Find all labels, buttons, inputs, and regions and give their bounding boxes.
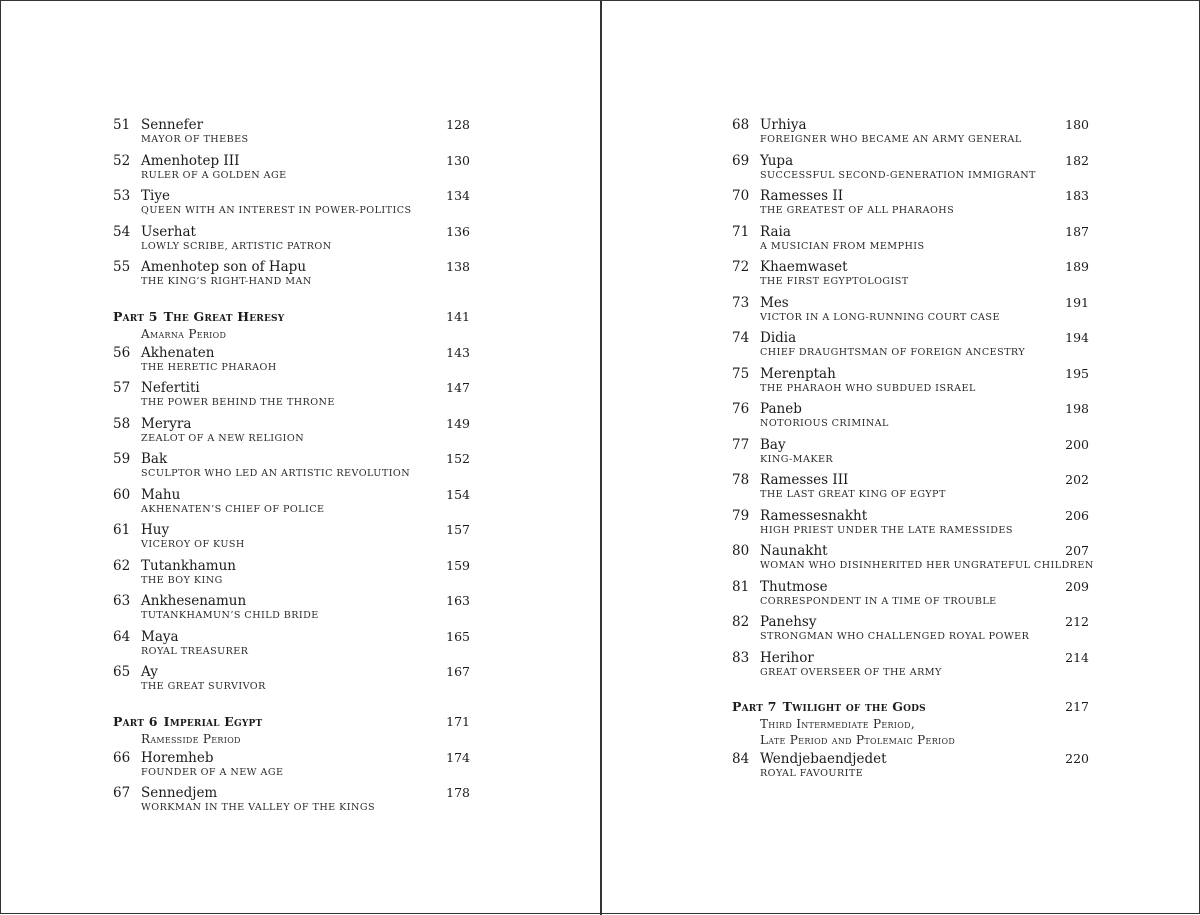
entry-number: 83: [732, 649, 750, 666]
entry-page-number: 202: [1065, 472, 1089, 487]
entry-subtitle: CHIEF DRAUGHTSMAN OF FOREIGN ANCESTRY: [760, 347, 1026, 358]
entry-subtitle: ZEALOT OF A NEW RELIGION: [141, 432, 305, 444]
toc-entry[interactable]: [732, 578, 1089, 614]
entry-subtitle: HIGH PRIEST UNDER THE LATE RAMESSIDES: [760, 524, 1013, 536]
toc-entry[interactable]: [732, 365, 1089, 401]
entry-number: 60: [113, 486, 131, 503]
entry-page-number: 143: [446, 344, 470, 360]
part-period: [732, 716, 1089, 748]
entry-number: 63: [113, 593, 131, 609]
entry-subtitle: THE KING’S RIGHT-HAND MAN: [141, 276, 312, 287]
entry-title: Bay: [760, 436, 786, 453]
toc-entry[interactable]: [113, 663, 470, 699]
entry-subtitle: FOUNDER OF A NEW AGE: [141, 766, 284, 778]
toc-entry[interactable]: [113, 379, 470, 415]
entry-number: 65: [113, 664, 131, 680]
entry-title: Thutmose: [760, 578, 828, 595]
entry-number: 64: [113, 628, 131, 645]
entry-page-number: 167: [446, 664, 470, 679]
entry-title: Mes: [760, 294, 789, 311]
table-of-contents-left: [113, 116, 470, 820]
entry-page-number: 220: [1065, 751, 1089, 766]
part-heading-5[interactable]: [113, 308, 470, 342]
toc-entry[interactable]: [113, 521, 470, 557]
part-title: Twilight of the Gods: [782, 699, 926, 714]
right-page: [602, 1, 1200, 915]
toc-entry[interactable]: [732, 258, 1089, 294]
entry-title: Amenhotep III: [141, 152, 240, 169]
part-period-line: Third Intermediate Period,: [760, 717, 915, 731]
toc-entry[interactable]: [113, 116, 470, 152]
entry-title: Merenptah: [760, 365, 836, 382]
entry-subtitle: VICTOR IN A LONG-RUNNING COURT CASE: [760, 311, 1000, 323]
entry-page-number: 212: [1065, 614, 1089, 629]
entry-title: Bak: [141, 451, 168, 467]
entry-page-number: 128: [446, 117, 470, 132]
toc-entry[interactable]: [113, 450, 470, 486]
part-title: Imperial Egypt: [163, 713, 263, 729]
entry-page-number: 191: [1065, 294, 1089, 310]
toc-entry[interactable]: [113, 152, 470, 188]
table-of-contents-right: [732, 116, 1094, 786]
entry-number: 69: [732, 152, 750, 169]
entry-page-number: 209: [1065, 578, 1089, 594]
entry-title: Sennedjem: [141, 785, 218, 801]
entry-number: 73: [732, 294, 750, 311]
part-page-number: 171: [446, 713, 470, 729]
entry-number: 81: [732, 578, 750, 595]
entry-page-number: 154: [446, 486, 470, 502]
entry-number: 56: [113, 344, 131, 361]
entry-subtitle: GREAT OVERSEER OF THE ARMY: [760, 666, 942, 678]
entry-title: Herihor: [760, 649, 814, 666]
entry-subtitle: THE POWER BEHIND THE THRONE: [141, 397, 335, 408]
entry-page-number: 182: [1065, 152, 1089, 168]
entry-subtitle: TUTANKHAMUN’S CHILD BRIDE: [141, 610, 319, 621]
entry-number: 54: [113, 223, 131, 240]
entry-title: Urhiya: [760, 117, 807, 133]
toc-entry[interactable]: [732, 507, 1089, 543]
part-heading-6[interactable]: [113, 713, 470, 747]
entry-number: 58: [113, 415, 131, 432]
entry-subtitle: QUEEN WITH AN INTEREST IN POWER-POLITICS: [141, 205, 412, 216]
entry-number: 66: [113, 749, 131, 766]
entry-page-number: 163: [446, 593, 470, 608]
entry-title: Nefertiti: [141, 380, 200, 396]
part-heading-7[interactable]: [732, 698, 1089, 748]
entry-page-number: 195: [1065, 365, 1089, 381]
toc-entry[interactable]: [732, 436, 1089, 472]
toc-entry[interactable]: [732, 187, 1089, 223]
entry-number: 74: [732, 330, 750, 346]
entry-subtitle: THE HERETIC PHARAOH: [141, 361, 277, 373]
entry-page-number: 178: [446, 785, 470, 800]
entry-page-number: 149: [446, 415, 470, 431]
part-title: The Great Heresy: [163, 308, 285, 324]
toc-entry[interactable]: [732, 750, 1089, 786]
toc-entry[interactable]: [732, 152, 1089, 188]
entry-subtitle: WOMAN WHO DISINHERITED HER UNGRATEFUL CHILDREN: [760, 560, 1094, 571]
entry-subtitle: SUCCESSFUL SECOND-GENERATION IMMIGRANT: [760, 169, 1036, 181]
entry-subtitle: MAYOR OF THEBES: [141, 134, 249, 145]
entry-title: Amenhotep son of Hapu: [141, 259, 307, 275]
entry-subtitle: THE GREATEST OF ALL PHARAOHS: [760, 205, 955, 216]
entry-number: 75: [732, 365, 750, 382]
entry-page-number: 138: [446, 259, 470, 274]
entry-title: Ay: [141, 664, 158, 680]
entry-subtitle: FOREIGNER WHO BECAME AN ARMY GENERAL: [760, 134, 1022, 145]
entry-number: 53: [113, 188, 131, 204]
entry-page-number: 134: [446, 188, 470, 203]
toc-entry[interactable]: [732, 294, 1089, 330]
entry-number: 67: [113, 785, 131, 801]
entry-number: 70: [732, 188, 750, 204]
entry-title: Horemheb: [141, 749, 214, 766]
entry-number: 84: [732, 751, 750, 767]
entry-number: 55: [113, 259, 131, 275]
toc-entry[interactable]: [732, 223, 1089, 259]
entry-number: 79: [732, 507, 750, 524]
entry-subtitle: AKHENATEN’S CHIEF OF POLICE: [141, 503, 325, 515]
entry-title: Ramesses III: [760, 472, 849, 488]
entry-number: 71: [732, 223, 750, 240]
entry-title: Ramesses II: [760, 188, 844, 204]
toc-entry[interactable]: [732, 649, 1089, 685]
entry-title: Paneb: [760, 401, 802, 417]
entry-subtitle: A MUSICIAN FROM MEMPHIS: [760, 240, 925, 252]
entry-page-number: 207: [1065, 543, 1089, 558]
entry-subtitle: LOWLY SCRIBE, ARTISTIC PATRON: [141, 240, 332, 252]
entry-subtitle: VICEROY OF KUSH: [141, 539, 245, 550]
entry-title: Userhat: [141, 223, 196, 240]
entry-page-number: 198: [1065, 401, 1089, 416]
entry-subtitle: CORRESPONDENT IN A TIME OF TROUBLE: [760, 595, 997, 607]
toc-entry[interactable]: [732, 471, 1089, 507]
entry-page-number: 214: [1065, 649, 1089, 665]
entry-page-number: 187: [1065, 223, 1089, 239]
entry-title: Khaemwaset: [760, 259, 848, 275]
entry-title: Yupa: [760, 152, 794, 169]
entry-subtitle: THE BOY KING: [141, 574, 223, 586]
entry-number: 82: [732, 614, 750, 630]
entry-number: 61: [113, 522, 131, 538]
entry-title: Tiye: [141, 188, 170, 204]
entry-subtitle: ROYAL FAVOURITE: [760, 768, 864, 779]
entry-number: 57: [113, 380, 131, 396]
entry-title: Tutankhamun: [141, 557, 236, 574]
entry-number: 72: [732, 259, 750, 275]
entry-number: 68: [732, 117, 750, 133]
entry-page-number: 159: [446, 557, 470, 573]
entry-page-number: 152: [446, 451, 470, 466]
toc-entry[interactable]: [113, 628, 470, 664]
toc-entry[interactable]: [113, 187, 470, 223]
entry-number: 76: [732, 401, 750, 417]
toc-entry[interactable]: [113, 592, 470, 628]
entry-number: 78: [732, 472, 750, 488]
entry-subtitle: THE GREAT SURVIVOR: [141, 681, 266, 692]
entry-subtitle: STRONGMAN WHO CHALLENGED ROYAL POWER: [760, 631, 1030, 642]
toc-entry[interactable]: [732, 116, 1089, 152]
toc-entry[interactable]: [113, 486, 470, 522]
toc-entry[interactable]: [113, 749, 470, 785]
entry-title: Didia: [760, 330, 797, 346]
entry-page-number: 136: [446, 223, 470, 239]
entry-title: Sennefer: [141, 117, 204, 133]
entry-title: Ramessesnakht: [760, 507, 868, 524]
entry-page-number: 165: [446, 628, 470, 644]
part-label: Part 7: [732, 699, 777, 714]
entry-title: Akhenaten: [141, 344, 215, 361]
entry-number: 77: [732, 436, 750, 453]
toc-entry[interactable]: [113, 344, 470, 380]
entry-subtitle: THE FIRST EGYPTOLOGIST: [760, 276, 909, 287]
toc-entry[interactable]: [113, 557, 470, 593]
entry-title: Meryra: [141, 415, 192, 432]
entry-subtitle: NOTORIOUS CRIMINAL: [760, 418, 889, 429]
entry-title: Raia: [760, 223, 791, 240]
toc-entry[interactable]: [113, 415, 470, 451]
toc-entry[interactable]: [113, 258, 470, 294]
entry-title: Panehsy: [760, 614, 817, 630]
entry-page-number: 147: [446, 380, 470, 395]
toc-entry[interactable]: [113, 223, 470, 259]
toc-entry[interactable]: [732, 329, 1089, 365]
entry-page-number: 183: [1065, 188, 1089, 203]
entry-page-number: 174: [446, 749, 470, 765]
part-page-number: 217: [1065, 699, 1089, 714]
part-label: Part 5: [113, 308, 158, 324]
entry-number: 59: [113, 451, 131, 467]
entry-page-number: 157: [446, 522, 470, 537]
entry-title: Wendjebaendjedet: [760, 751, 887, 767]
entry-page-number: 206: [1065, 507, 1089, 523]
toc-entry[interactable]: [732, 613, 1089, 649]
part-label: Part 6: [113, 713, 158, 729]
entry-subtitle: WORKMAN IN THE VALLEY OF THE KINGS: [141, 802, 375, 813]
part-page-number: 141: [446, 308, 470, 324]
entry-subtitle: THE PHARAOH WHO SUBDUED ISRAEL: [760, 382, 976, 394]
entry-title: Naunakht: [760, 543, 828, 559]
entry-number: 52: [113, 152, 131, 169]
entry-number: 80: [732, 543, 750, 559]
part-period: Amarna Period: [141, 326, 227, 341]
toc-entry[interactable]: [732, 400, 1089, 436]
toc-entry[interactable]: [113, 784, 470, 820]
entry-title: Mahu: [141, 486, 181, 503]
entry-page-number: 194: [1065, 330, 1089, 345]
entry-number: 62: [113, 557, 131, 574]
entry-page-number: 200: [1065, 436, 1089, 452]
entry-title: Ankhesenamun: [141, 593, 247, 609]
entry-subtitle: KING-MAKER: [760, 453, 834, 465]
entry-number: 51: [113, 117, 131, 133]
entry-title: Maya: [141, 628, 179, 645]
entry-subtitle: ROYAL TREASURER: [141, 645, 249, 657]
entry-page-number: 180: [1065, 117, 1089, 132]
part-period: Ramesside Period: [141, 731, 241, 746]
entry-subtitle: SCULPTOR WHO LED AN ARTISTIC REVOLUTION: [141, 468, 411, 479]
left-page: [1, 1, 600, 915]
entry-subtitle: RULER OF A GOLDEN AGE: [141, 169, 287, 181]
toc-entry[interactable]: [732, 542, 1094, 578]
entry-page-number: 189: [1065, 259, 1089, 274]
entry-page-number: 130: [446, 152, 470, 168]
part-period-line: Late Period and Ptolemaic Period: [760, 733, 956, 747]
entry-title: Huy: [141, 522, 170, 538]
entry-subtitle: THE LAST GREAT KING OF EGYPT: [760, 489, 946, 500]
